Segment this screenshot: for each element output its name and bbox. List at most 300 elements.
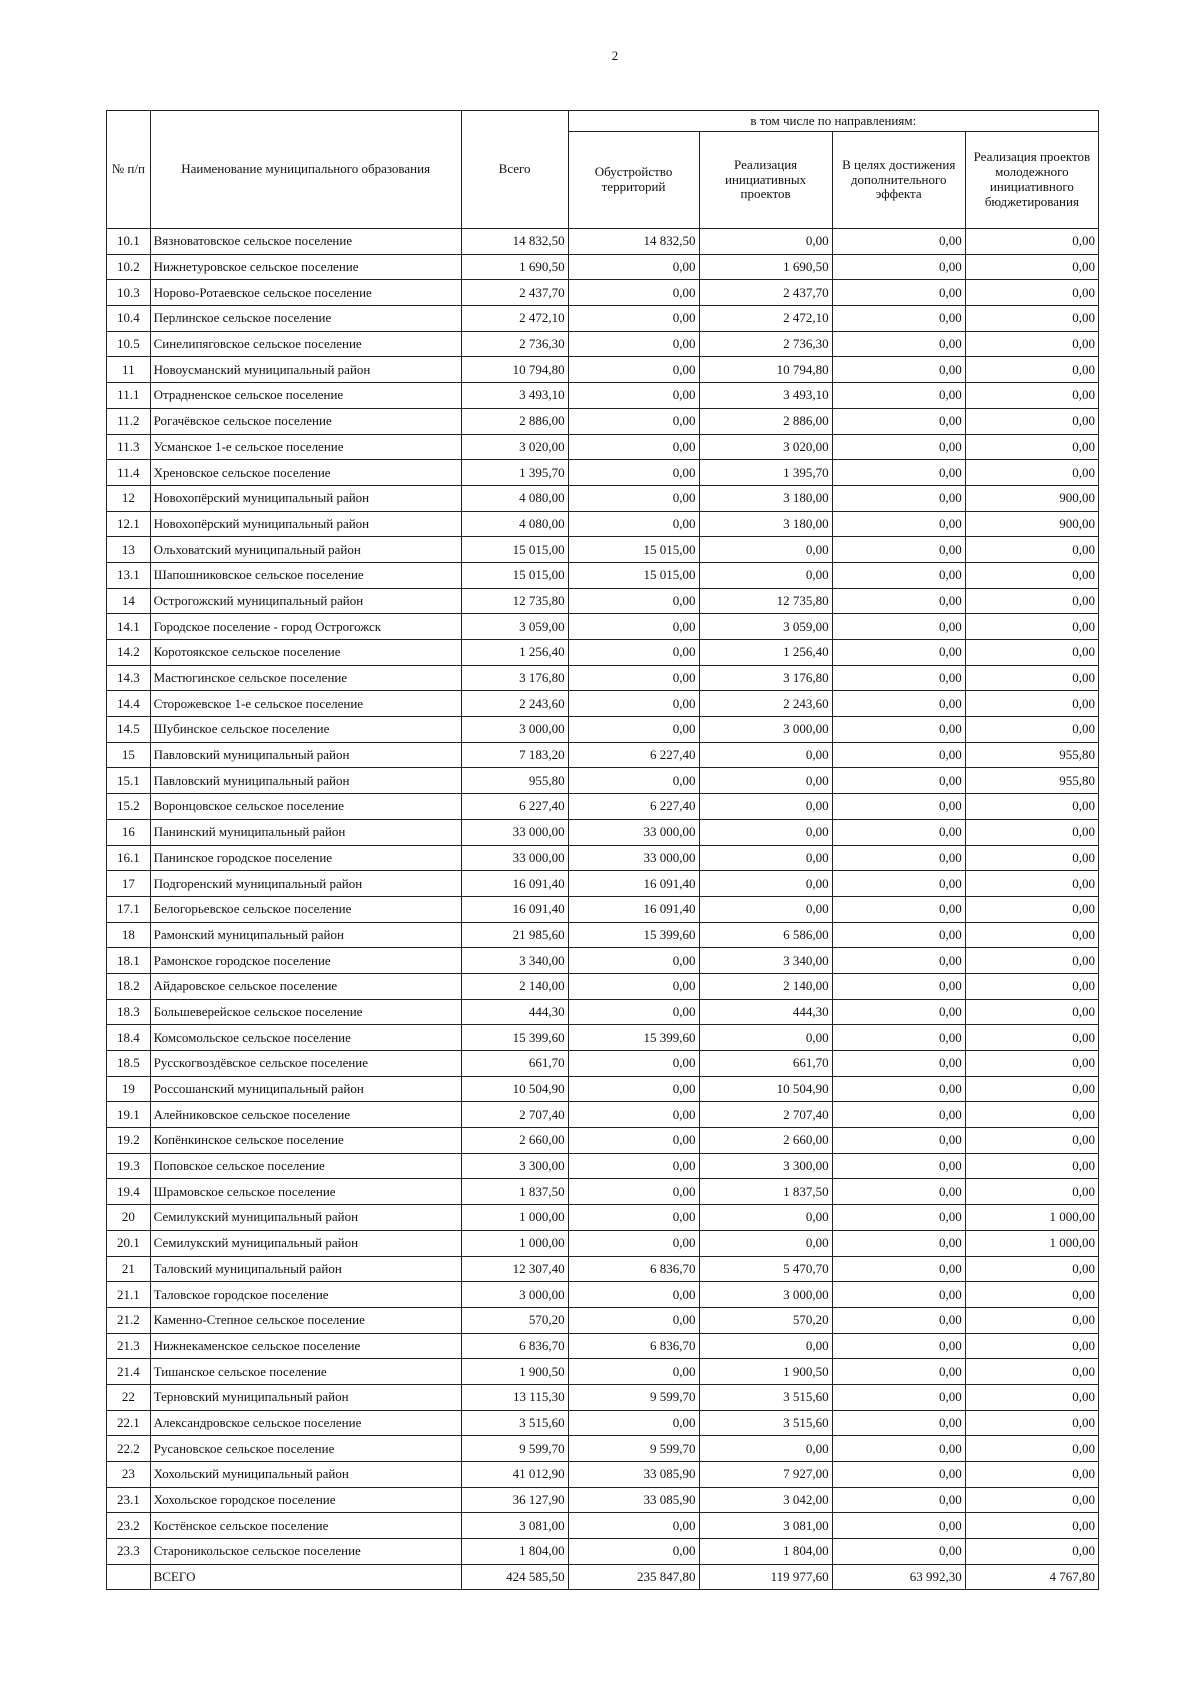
youth-budgeting-value: 955,80 <box>965 768 1098 794</box>
total-value: 570,20 <box>461 1307 568 1333</box>
territory-improvement-value: 0,00 <box>568 640 699 666</box>
initiative-projects-value: 119 977,60 <box>699 1564 832 1589</box>
table-row <box>107 717 1099 743</box>
territory-improvement-value: 33 000,00 <box>568 819 699 845</box>
municipality-name: Русскогвоздёвское сельское поселение <box>150 1051 461 1077</box>
territory-improvement-value: 0,00 <box>568 1539 699 1565</box>
additional-effect-value: 0,00 <box>832 845 965 871</box>
total-value: 3 000,00 <box>461 1282 568 1308</box>
total-row <box>107 1564 1099 1589</box>
table-row <box>107 331 1099 357</box>
row-number: 21.1 <box>107 1282 151 1308</box>
row-number: 14 <box>107 588 151 614</box>
municipality-name: Семилукский муниципальный район <box>150 1205 461 1231</box>
table-row <box>107 845 1099 871</box>
initiative-projects-value: 0,00 <box>699 896 832 922</box>
table-row <box>107 357 1099 383</box>
youth-budgeting-value: 0,00 <box>965 588 1098 614</box>
territory-improvement-value: 16 091,40 <box>568 871 699 897</box>
municipality-name: Острогожский муниципальный район <box>150 588 461 614</box>
row-number: 22.1 <box>107 1410 151 1436</box>
total-value: 6 227,40 <box>461 794 568 820</box>
territory-improvement-value: 0,00 <box>568 1205 699 1231</box>
total-value: 4 080,00 <box>461 485 568 511</box>
row-number: 22 <box>107 1384 151 1410</box>
row-number: 19.1 <box>107 1102 151 1128</box>
row-number: 21.2 <box>107 1307 151 1333</box>
row-number: 17.1 <box>107 896 151 922</box>
territory-improvement-value: 33 085,90 <box>568 1462 699 1488</box>
municipality-name: Костёнское сельское поселение <box>150 1513 461 1539</box>
municipality-name: Копёнкинское сельское поселение <box>150 1128 461 1154</box>
municipality-name: Алейниковское сельское поселение <box>150 1102 461 1128</box>
initiative-projects-value: 1 395,70 <box>699 460 832 486</box>
territory-improvement-value: 0,00 <box>568 665 699 691</box>
territory-improvement-value: 15 399,60 <box>568 1025 699 1051</box>
row-number: 19.4 <box>107 1179 151 1205</box>
table-row <box>107 1539 1099 1565</box>
row-number: 23.3 <box>107 1539 151 1565</box>
municipality-name: Норово-Ротаевское сельское поселение <box>150 280 461 306</box>
total-value: 444,30 <box>461 999 568 1025</box>
municipality-name: Усманское 1-е сельское поселение <box>150 434 461 460</box>
row-number: 21.4 <box>107 1359 151 1385</box>
table-row <box>107 691 1099 717</box>
row-number: 18.5 <box>107 1051 151 1077</box>
territory-improvement-value: 0,00 <box>568 768 699 794</box>
municipality-name: Каменно-Степное сельское поселение <box>150 1307 461 1333</box>
youth-budgeting-value: 0,00 <box>965 871 1098 897</box>
municipality-name: Терновский муниципальный район <box>150 1384 461 1410</box>
additional-effect-value: 0,00 <box>832 1153 965 1179</box>
header-additional-effect: В целях достижения дополнительного эффекта <box>832 132 965 229</box>
additional-effect-value: 0,00 <box>832 1102 965 1128</box>
youth-budgeting-value: 0,00 <box>965 1076 1098 1102</box>
row-number: 23 <box>107 1462 151 1488</box>
initiative-projects-value: 5 470,70 <box>699 1256 832 1282</box>
territory-improvement-value: 0,00 <box>568 1128 699 1154</box>
row-number: 10.5 <box>107 331 151 357</box>
total-value: 3 493,10 <box>461 383 568 409</box>
initiative-projects-value: 0,00 <box>699 794 832 820</box>
table-row <box>107 1205 1099 1231</box>
table-row <box>107 306 1099 332</box>
youth-budgeting-value: 0,00 <box>965 691 1098 717</box>
additional-effect-value: 0,00 <box>832 871 965 897</box>
youth-budgeting-value: 0,00 <box>965 280 1098 306</box>
additional-effect-value: 0,00 <box>832 537 965 563</box>
table-row <box>107 434 1099 460</box>
additional-effect-value: 0,00 <box>832 1384 965 1410</box>
additional-effect-value: 0,00 <box>832 973 965 999</box>
table-row <box>107 999 1099 1025</box>
table-row <box>107 562 1099 588</box>
additional-effect-value: 0,00 <box>832 717 965 743</box>
municipality-name: Нижнетуровское сельское поселение <box>150 254 461 280</box>
territory-improvement-value: 0,00 <box>568 383 699 409</box>
initiative-projects-value: 0,00 <box>699 819 832 845</box>
total-value: 2 886,00 <box>461 408 568 434</box>
territory-improvement-value: 9 599,70 <box>568 1436 699 1462</box>
municipality-name: Сторожевское 1-е сельское поселение <box>150 691 461 717</box>
youth-budgeting-value: 0,00 <box>965 948 1098 974</box>
municipality-name: Коротоякское сельское поселение <box>150 640 461 666</box>
territory-improvement-value: 235 847,80 <box>568 1564 699 1589</box>
table-row <box>107 1462 1099 1488</box>
initiative-projects-value: 570,20 <box>699 1307 832 1333</box>
table-row <box>107 819 1099 845</box>
additional-effect-value: 0,00 <box>832 460 965 486</box>
initiative-projects-value: 1 256,40 <box>699 640 832 666</box>
initiative-projects-value: 3 042,00 <box>699 1487 832 1513</box>
youth-budgeting-value: 0,00 <box>965 922 1098 948</box>
table-row <box>107 973 1099 999</box>
municipality-name: Хохольский муниципальный район <box>150 1462 461 1488</box>
total-value: 10 794,80 <box>461 357 568 383</box>
municipality-name: Рамонское городское поселение <box>150 948 461 974</box>
total-value: 12 307,40 <box>461 1256 568 1282</box>
youth-budgeting-value: 900,00 <box>965 485 1098 511</box>
municipality-name: Новохопёрский муниципальный район <box>150 485 461 511</box>
initiative-projects-value: 0,00 <box>699 845 832 871</box>
additional-effect-value: 0,00 <box>832 1333 965 1359</box>
territory-improvement-value: 0,00 <box>568 1307 699 1333</box>
municipality-name: Панинское городское поселение <box>150 845 461 871</box>
municipality-name: Панинский муниципальный район <box>150 819 461 845</box>
territory-improvement-value: 6 836,70 <box>568 1333 699 1359</box>
additional-effect-value: 0,00 <box>832 485 965 511</box>
municipality-name: Перлинское сельское поселение <box>150 306 461 332</box>
table-row <box>107 1051 1099 1077</box>
territory-improvement-value: 0,00 <box>568 1153 699 1179</box>
table-row <box>107 1410 1099 1436</box>
header-total: Всего <box>461 111 568 229</box>
initiative-projects-value: 3 000,00 <box>699 717 832 743</box>
additional-effect-value: 0,00 <box>832 1076 965 1102</box>
initiative-projects-value: 0,00 <box>699 1025 832 1051</box>
total-value: 4 080,00 <box>461 511 568 537</box>
table-row <box>107 1333 1099 1359</box>
youth-budgeting-value: 0,00 <box>965 460 1098 486</box>
territory-improvement-value: 0,00 <box>568 1410 699 1436</box>
territory-improvement-value: 0,00 <box>568 1282 699 1308</box>
territory-improvement-value: 14 832,50 <box>568 229 699 255</box>
table-row <box>107 588 1099 614</box>
territory-improvement-value: 0,00 <box>568 485 699 511</box>
total-value: 12 735,80 <box>461 588 568 614</box>
initiative-projects-value: 1 690,50 <box>699 254 832 280</box>
youth-budgeting-value: 0,00 <box>965 999 1098 1025</box>
table-row <box>107 640 1099 666</box>
initiative-projects-value: 0,00 <box>699 229 832 255</box>
territory-improvement-value: 0,00 <box>568 331 699 357</box>
territory-improvement-value: 9 599,70 <box>568 1384 699 1410</box>
municipality-name: Отрадненское сельское поселение <box>150 383 461 409</box>
municipality-name: Павловский муниципальный район <box>150 742 461 768</box>
total-value: 9 599,70 <box>461 1436 568 1462</box>
additional-effect-value: 0,00 <box>832 742 965 768</box>
additional-effect-value: 0,00 <box>832 1025 965 1051</box>
total-value: 661,70 <box>461 1051 568 1077</box>
table-row <box>107 614 1099 640</box>
row-number: 15.2 <box>107 794 151 820</box>
youth-budgeting-value: 0,00 <box>965 254 1098 280</box>
total-value: 36 127,90 <box>461 1487 568 1513</box>
youth-budgeting-value: 0,00 <box>965 1384 1098 1410</box>
additional-effect-value: 0,00 <box>832 1230 965 1256</box>
territory-improvement-value: 0,00 <box>568 948 699 974</box>
table-row <box>107 1128 1099 1154</box>
row-number: 22.2 <box>107 1436 151 1462</box>
additional-effect-value: 0,00 <box>832 562 965 588</box>
territory-improvement-value: 6 227,40 <box>568 794 699 820</box>
territory-improvement-value: 0,00 <box>568 306 699 332</box>
initiative-projects-value: 3 300,00 <box>699 1153 832 1179</box>
youth-budgeting-value: 0,00 <box>965 1282 1098 1308</box>
municipality-name: Россошанский муниципальный район <box>150 1076 461 1102</box>
youth-budgeting-value: 0,00 <box>965 1539 1098 1565</box>
total-value: 16 091,40 <box>461 896 568 922</box>
municipality-name: Новоусманский муниципальный район <box>150 357 461 383</box>
territory-improvement-value: 15 015,00 <box>568 537 699 563</box>
additional-effect-value: 0,00 <box>832 1128 965 1154</box>
initiative-projects-value: 2 736,30 <box>699 331 832 357</box>
initiative-projects-value: 0,00 <box>699 768 832 794</box>
additional-effect-value: 0,00 <box>832 614 965 640</box>
total-value: 3 081,00 <box>461 1513 568 1539</box>
territory-improvement-value: 0,00 <box>568 511 699 537</box>
total-value: 3 059,00 <box>461 614 568 640</box>
municipality-name: Поповское сельское поселение <box>150 1153 461 1179</box>
municipality-name: Шубинское сельское поселение <box>150 717 461 743</box>
total-value: 10 504,90 <box>461 1076 568 1102</box>
table-row <box>107 1436 1099 1462</box>
table-row <box>107 254 1099 280</box>
youth-budgeting-value: 0,00 <box>965 1487 1098 1513</box>
additional-effect-value: 0,00 <box>832 922 965 948</box>
total-value: 6 836,70 <box>461 1333 568 1359</box>
additional-effect-value: 0,00 <box>832 640 965 666</box>
table-row <box>107 537 1099 563</box>
territory-improvement-value: 0,00 <box>568 1359 699 1385</box>
additional-effect-value: 0,00 <box>832 1282 965 1308</box>
territory-improvement-value: 15 399,60 <box>568 922 699 948</box>
municipality-name: Новохопёрский муниципальный район <box>150 511 461 537</box>
total-value: 33 000,00 <box>461 819 568 845</box>
municipality-name: Семилукский муниципальный район <box>150 1230 461 1256</box>
youth-budgeting-value: 0,00 <box>965 1410 1098 1436</box>
territory-improvement-value: 15 015,00 <box>568 562 699 588</box>
youth-budgeting-value: 0,00 <box>965 357 1098 383</box>
youth-budgeting-value: 0,00 <box>965 973 1098 999</box>
total-value: 3 340,00 <box>461 948 568 974</box>
row-number: 16.1 <box>107 845 151 871</box>
row-number: 16 <box>107 819 151 845</box>
initiative-projects-value: 661,70 <box>699 1051 832 1077</box>
initiative-projects-value: 2 472,10 <box>699 306 832 332</box>
additional-effect-value: 0,00 <box>832 794 965 820</box>
row-number <box>107 1564 151 1589</box>
municipality-name: Рамонский муниципальный район <box>150 922 461 948</box>
row-number: 18.3 <box>107 999 151 1025</box>
youth-budgeting-value: 0,00 <box>965 1436 1098 1462</box>
municipality-name: Подгоренский муниципальный район <box>150 871 461 897</box>
table-row <box>107 742 1099 768</box>
total-value: 3 300,00 <box>461 1153 568 1179</box>
additional-effect-value: 0,00 <box>832 819 965 845</box>
table-row <box>107 280 1099 306</box>
table-row <box>107 1076 1099 1102</box>
territory-improvement-value: 0,00 <box>568 717 699 743</box>
row-number: 18.4 <box>107 1025 151 1051</box>
header-territory-improvement: Обустройство территорий <box>568 132 699 229</box>
initiative-projects-value: 3 515,60 <box>699 1410 832 1436</box>
initiative-projects-value: 0,00 <box>699 537 832 563</box>
table-row <box>107 794 1099 820</box>
municipality-name: Нижнекаменское сельское поселение <box>150 1333 461 1359</box>
municipality-name: Таловский муниципальный район <box>150 1256 461 1282</box>
municipality-name: Синелипяговское сельское поселение <box>150 331 461 357</box>
row-number: 23.2 <box>107 1513 151 1539</box>
row-number: 18.2 <box>107 973 151 999</box>
initiative-projects-value: 0,00 <box>699 1205 832 1231</box>
additional-effect-value: 0,00 <box>832 383 965 409</box>
table-row <box>107 1513 1099 1539</box>
initiative-projects-value: 12 735,80 <box>699 588 832 614</box>
total-value: 3 176,80 <box>461 665 568 691</box>
territory-improvement-value: 0,00 <box>568 460 699 486</box>
youth-budgeting-value: 900,00 <box>965 511 1098 537</box>
table-row <box>107 408 1099 434</box>
youth-budgeting-value: 0,00 <box>965 896 1098 922</box>
additional-effect-value: 0,00 <box>832 665 965 691</box>
municipality-name: Большеверейское сельское поселение <box>150 999 461 1025</box>
initiative-projects-value: 10 504,90 <box>699 1076 832 1102</box>
row-number: 12 <box>107 485 151 511</box>
initiative-projects-value: 1 837,50 <box>699 1179 832 1205</box>
youth-budgeting-value: 0,00 <box>965 331 1098 357</box>
territory-improvement-value: 0,00 <box>568 1513 699 1539</box>
youth-budgeting-value: 0,00 <box>965 562 1098 588</box>
total-value: 1 837,50 <box>461 1179 568 1205</box>
initiative-projects-value: 3 020,00 <box>699 434 832 460</box>
initiative-projects-value: 2 707,40 <box>699 1102 832 1128</box>
header-initiative-projects: Реализация инициативных проектов <box>699 132 832 229</box>
total-value: 2 472,10 <box>461 306 568 332</box>
additional-effect-value: 0,00 <box>832 1487 965 1513</box>
row-number: 12.1 <box>107 511 151 537</box>
additional-effect-value: 0,00 <box>832 691 965 717</box>
youth-budgeting-value: 0,00 <box>965 1513 1098 1539</box>
additional-effect-value: 0,00 <box>832 1051 965 1077</box>
row-number: 11 <box>107 357 151 383</box>
row-number: 18 <box>107 922 151 948</box>
initiative-projects-value: 0,00 <box>699 562 832 588</box>
row-number: 10.1 <box>107 229 151 255</box>
initiative-projects-value: 3 180,00 <box>699 511 832 537</box>
initiative-projects-value: 0,00 <box>699 742 832 768</box>
row-number: 17 <box>107 871 151 897</box>
additional-effect-value: 0,00 <box>832 1256 965 1282</box>
additional-effect-value: 0,00 <box>832 588 965 614</box>
municipality-name: Белогорьевское сельское поселение <box>150 896 461 922</box>
total-value: 1 690,50 <box>461 254 568 280</box>
initiative-projects-value: 2 660,00 <box>699 1128 832 1154</box>
table-row <box>107 1025 1099 1051</box>
municipality-name: Мастюгинское сельское поселение <box>150 665 461 691</box>
total-value: 16 091,40 <box>461 871 568 897</box>
table-row <box>107 1179 1099 1205</box>
youth-budgeting-value: 1 000,00 <box>965 1205 1098 1231</box>
territory-improvement-value: 0,00 <box>568 999 699 1025</box>
table-row <box>107 511 1099 537</box>
initiative-projects-value: 2 140,00 <box>699 973 832 999</box>
municipality-name: Айдаровское сельское поселение <box>150 973 461 999</box>
total-value: 3 020,00 <box>461 434 568 460</box>
additional-effect-value: 0,00 <box>832 1359 965 1385</box>
additional-effect-value: 0,00 <box>832 1205 965 1231</box>
total-value: 1 804,00 <box>461 1539 568 1565</box>
total-value: 21 985,60 <box>461 922 568 948</box>
municipality-name: Александровское сельское поселение <box>150 1410 461 1436</box>
budget-table <box>106 110 1099 1590</box>
additional-effect-value: 0,00 <box>832 999 965 1025</box>
territory-improvement-value: 0,00 <box>568 973 699 999</box>
total-value: 1 395,70 <box>461 460 568 486</box>
initiative-projects-value: 0,00 <box>699 1230 832 1256</box>
row-number: 13 <box>107 537 151 563</box>
initiative-projects-value: 3 000,00 <box>699 1282 832 1308</box>
youth-budgeting-value: 0,00 <box>965 229 1098 255</box>
initiative-projects-value: 2 437,70 <box>699 280 832 306</box>
additional-effect-value: 0,00 <box>832 1539 965 1565</box>
territory-improvement-value: 6 836,70 <box>568 1256 699 1282</box>
municipality-name: Таловское городское поселение <box>150 1282 461 1308</box>
total-value: 15 399,60 <box>461 1025 568 1051</box>
territory-improvement-value: 0,00 <box>568 1076 699 1102</box>
territory-improvement-value: 0,00 <box>568 1230 699 1256</box>
territory-improvement-value: 0,00 <box>568 691 699 717</box>
header-no: № п/п <box>107 111 151 229</box>
territory-improvement-value: 16 091,40 <box>568 896 699 922</box>
municipality-name: Рогачёвское сельское поселение <box>150 408 461 434</box>
youth-budgeting-value: 1 000,00 <box>965 1230 1098 1256</box>
table-body <box>107 229 1099 1590</box>
municipality-name: Городское поселение - город Острогожск <box>150 614 461 640</box>
row-number: 15.1 <box>107 768 151 794</box>
additional-effect-value: 0,00 <box>832 1307 965 1333</box>
additional-effect-value: 0,00 <box>832 331 965 357</box>
youth-budgeting-value: 0,00 <box>965 1179 1098 1205</box>
row-number: 23.1 <box>107 1487 151 1513</box>
municipality-name: Русановское сельское поселение <box>150 1436 461 1462</box>
additional-effect-value: 0,00 <box>832 306 965 332</box>
initiative-projects-value: 10 794,80 <box>699 357 832 383</box>
initiative-projects-value: 3 081,00 <box>699 1513 832 1539</box>
youth-budgeting-value: 955,80 <box>965 742 1098 768</box>
header-youth-budgeting: Реализация проектов молодежного инициативного бюджетирования <box>965 132 1098 229</box>
table-row <box>107 1153 1099 1179</box>
additional-effect-value: 0,00 <box>832 229 965 255</box>
header-name: Наименование муниципального образования <box>150 111 461 229</box>
table-row <box>107 871 1099 897</box>
initiative-projects-value: 0,00 <box>699 871 832 897</box>
additional-effect-value: 0,00 <box>832 768 965 794</box>
initiative-projects-value: 2 886,00 <box>699 408 832 434</box>
row-number: 11.4 <box>107 460 151 486</box>
table-row <box>107 460 1099 486</box>
additional-effect-value: 0,00 <box>832 357 965 383</box>
